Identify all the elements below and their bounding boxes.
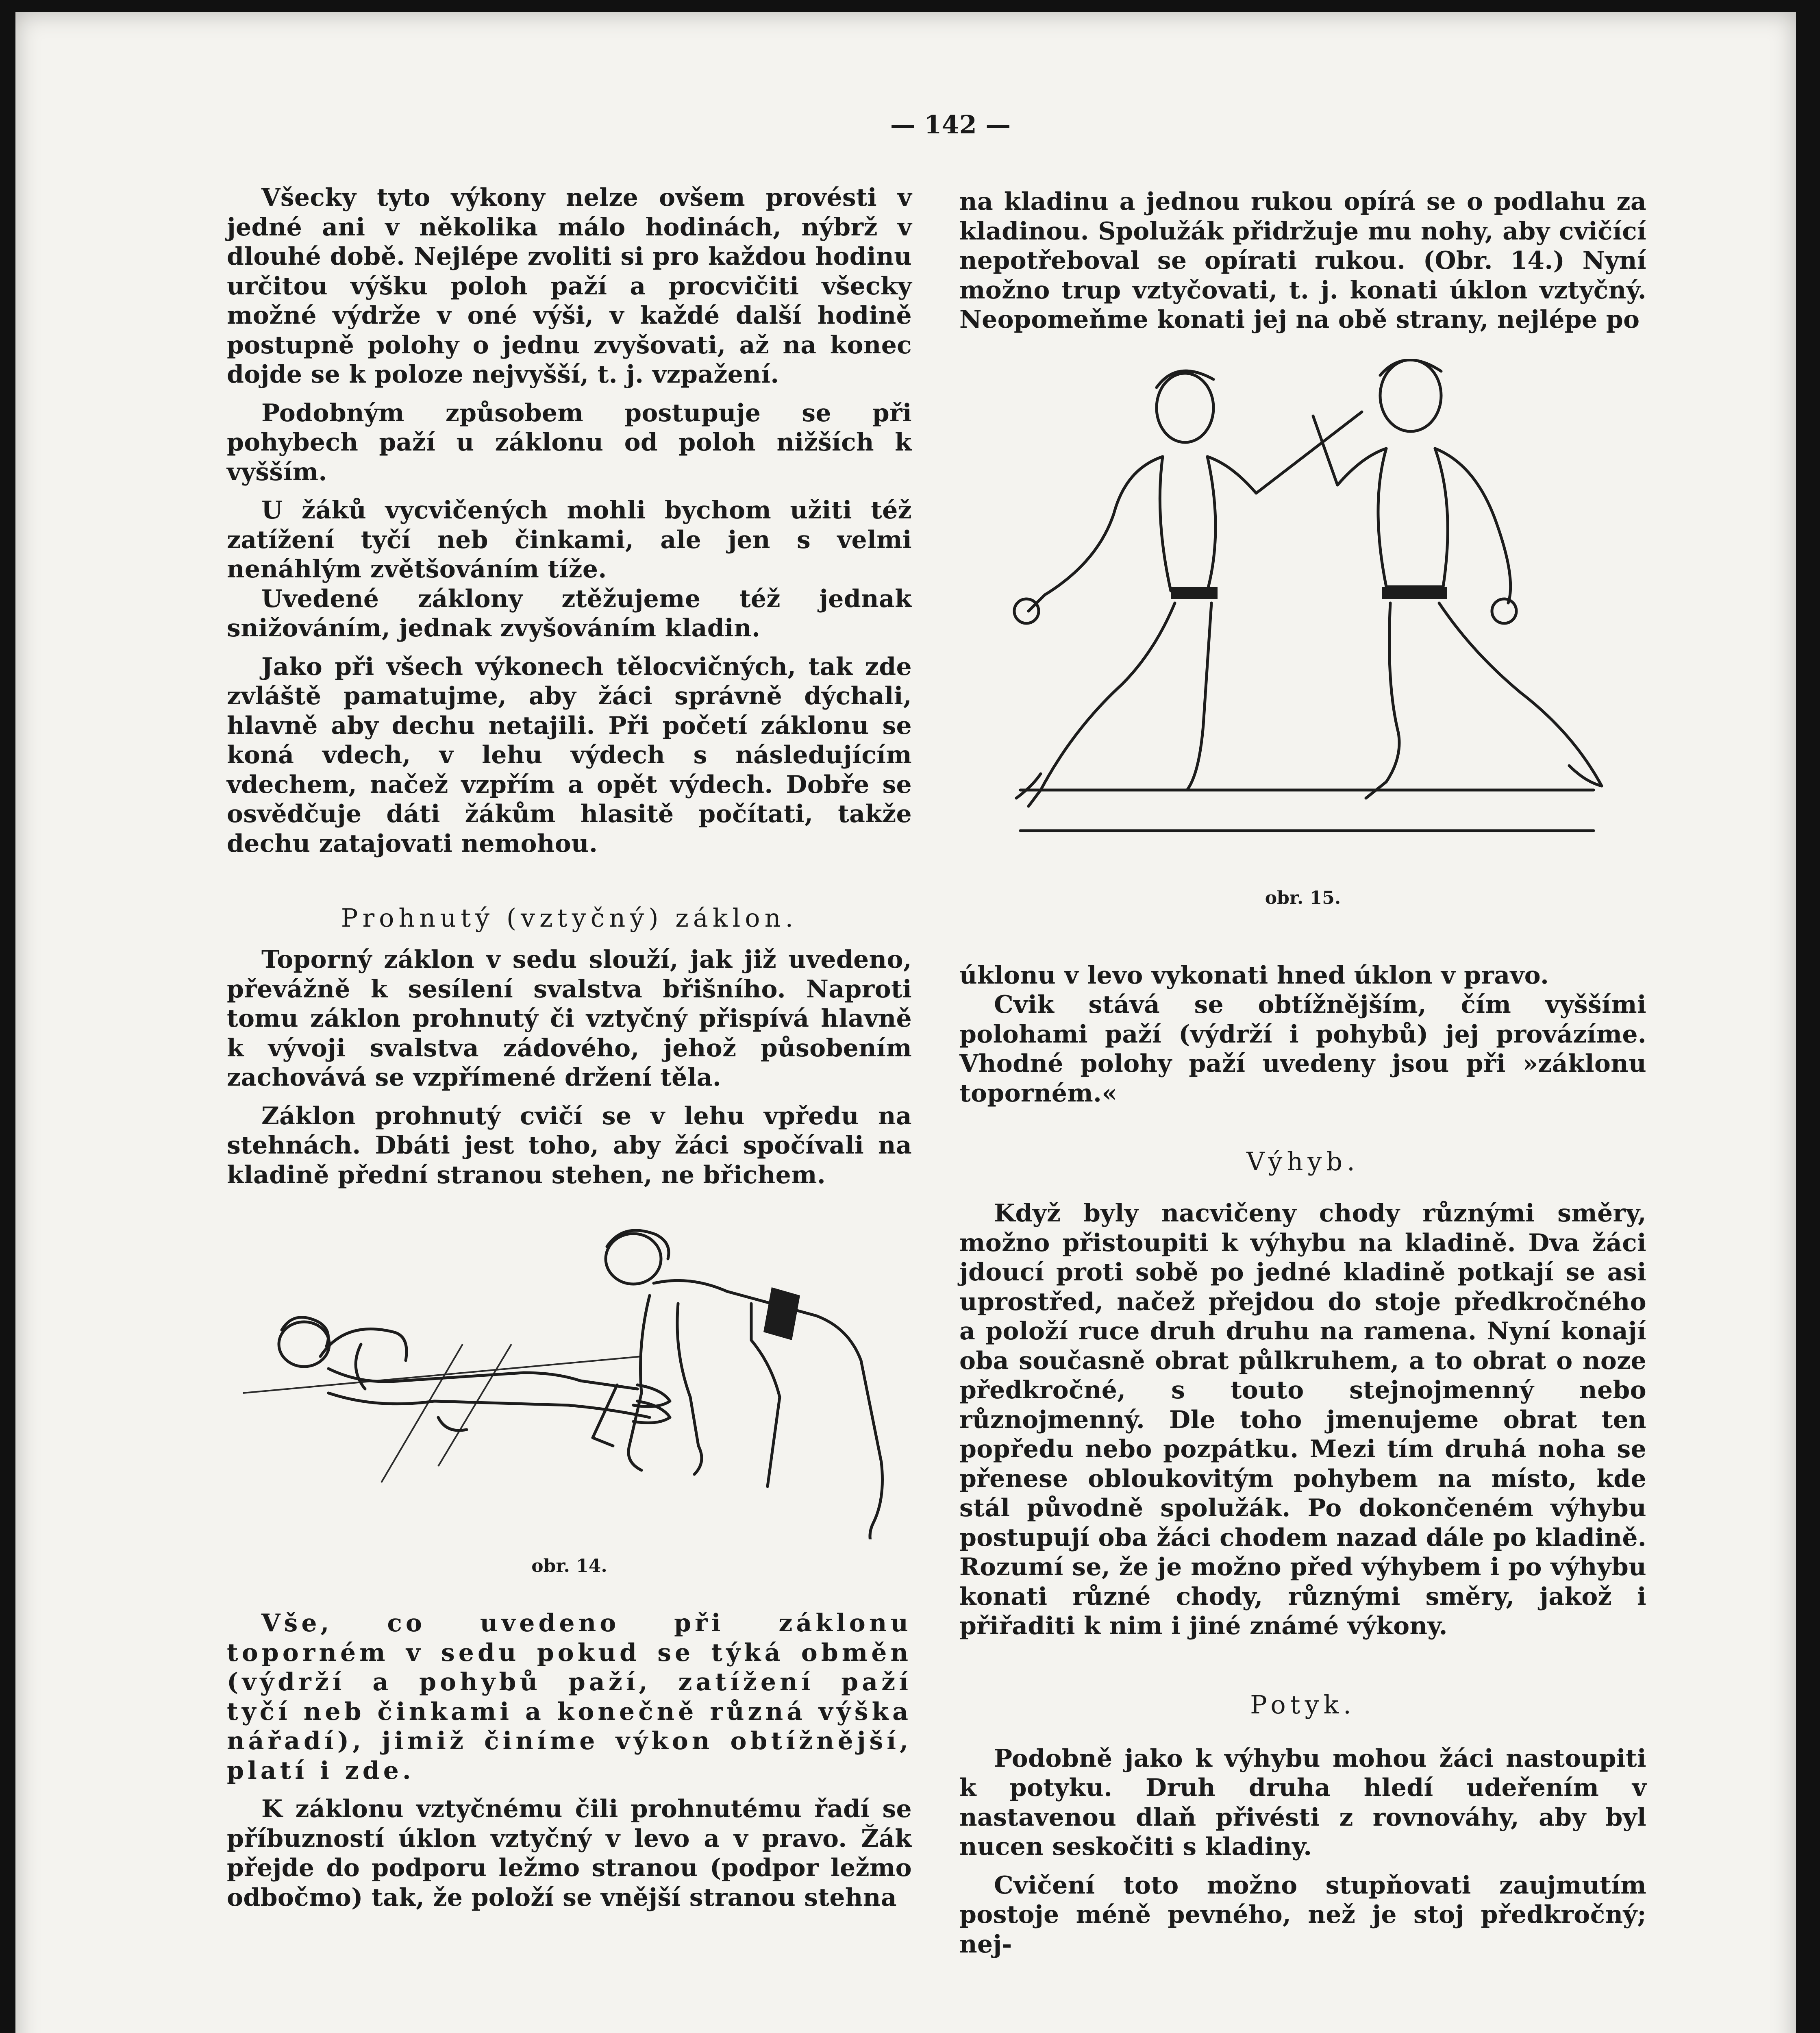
- figure-caption: obr. 14.: [531, 1556, 607, 1576]
- paragraph: Uvedené záklony ztěžujeme též jednak snižováním, jednak zvyšováním kladin.: [227, 584, 912, 642]
- page-number: — 142 —: [890, 110, 1011, 139]
- paragraph: Když byly nacvičeny chody různými směry, možno přistoupiti k výhybu na kladině. Dva žáci jdoucí proti sobě po jedné kladině potkají se asi uprostřed, načež přejdou do stoje předkročného a položí ruce druh druhu na ramena. Nyní konají oba současně obrat půlkruhem, a to obrat o noze předkročné, s touto stejnojmenný nebo různojmenný. Dle toho jmenujeme obrat ten popředu nebo pozpátku. Mezi tím druhá noha se přenese obloukovitým pohybem na místo, kde stál původně spolužák. Po dokončeném výhybu postupují oba žáci chodem nazad dále po kladině. Rozumí se, že je možno před výhybem i po výhybu konati různé chody, různými směry, jakož i přiřaditi k nim i jiné známé výkony.: [959, 1199, 1646, 1640]
- figure-14: [227, 1222, 912, 1580]
- illustration-two-gymnasts-on-beam: [959, 359, 1646, 871]
- paragraph: K záklonu vztyčnému čili prohnutému řadí se příbuzností úklon vztyčný v levo a v pravo. Žák přejde do podporu ležmo stranou (podpor ležmo odbočmo) tak, že položí se vnější stranou stehna: [227, 1795, 912, 1912]
- paragraph: Záklon prohnutý cvičí se v lehu vpředu na stehnách. Dbáti jest toho, aby žáci spočívali na kladině přední stranou stehen, ne břichem.: [227, 1101, 912, 1189]
- paragraph: U žáků vycvičených mohli bychom užiti též zatížení tyčí neb činkami, ale jen s velmi nenáhlým zvětšováním tíže.: [227, 496, 912, 583]
- paragraph: na kladinu a jednou rukou opírá se o podlahu za kladinou. Spolužák přidržuje mu nohy, aby cvičící nepotřeboval se opírati rukou. (Obr. 14.) Nyní možno trup vztyčovati, t. j. konati úklon vztyčný. Neopomeňme konati jej na obě strany, nejlépe po: [959, 187, 1646, 334]
- paragraph: Cvik stává se obtížnějším, čím vyššími polohami paží (výdrží i pohybů) jej provázíme. Vhodné polohy paží uvedeny jsou při »záklonu toporném.«: [959, 990, 1646, 1108]
- figure-caption: obr. 15.: [1265, 887, 1341, 908]
- paragraph: Toporný záklon v sedu slouží, jak již uvedeno, převážně k sesílení svalstva břišního. Naproti tomu záklon prohnutý či vztyčný přispívá hlavně k vývoji svalstva zádového, jehož působením zachovává se vzpřímené držení těla.: [227, 945, 912, 1092]
- paragraph: úklonu v levo vykonati hned úklon v pravo.: [959, 961, 1549, 990]
- paragraph: Vše, co uvedeno při záklonu toporném v sedu pokud se týká obměn (výdrží a pohybů paží, zatížení paží tyčí neb činkami a konečně různá výška nářadí), jimiž činíme výkon obtížnější, platí i zde.: [227, 1609, 912, 1785]
- illustration-reverse-back-bend: [227, 1222, 912, 1539]
- right-column: [959, 187, 1646, 1959]
- paragraph: Všecky tyto výkony nelze ovšem provésti v jedné ani v několika málo hodinách, nýbrž v dlouhé době. Nejlépe zvoliti si pro každou hodinu určitou výšku poloh paží a procvičiti všecky možné výdrže v oné výši, v každé další hodině postupně polohy o jednu zvyšovati, až na konec dojde se k poloze nejvyšší, t. j. vzpažení.: [227, 183, 912, 389]
- left-column: [227, 183, 912, 1912]
- figure-15: [959, 359, 1646, 920]
- paragraph: Jako při všech výkonech tělocvičných, tak zde zvláště pamatujme, aby žáci správně dýchali, hlavně aby dechu netajili. Při početí záklonu se koná vdech, v lehu výdech s následujícím vdechem, načež vzpřím a opět výdech. Dobře se osvědčuje dáti žákům hlasitě počítati, takže dechu zatajovati nemohou.: [227, 652, 912, 858]
- paragraph: Podobně jako k výhybu mohou žáci nastoupiti k potyku. Druh druha hledí udeřením v nastavenou dlaň přivésti z rovnováhy, aby byl nucen seskočiti s kladiny.: [959, 1744, 1646, 1861]
- section-heading: Prohnutý (vztyčný) záklon.: [341, 903, 798, 933]
- section-heading: Výhyb.: [1246, 1147, 1359, 1176]
- paragraph: Cvičení toto možno stupňovati zaujmutím postoje méně pevného, než je stoj předkročný; nej-: [959, 1871, 1646, 1959]
- book-page: [15, 12, 1796, 2033]
- paragraph: Podobným způsobem postupuje se při pohybech paží u záklonu od poloh nižších k vyšším.: [227, 398, 912, 486]
- section-heading: Potyk.: [1250, 1689, 1356, 1720]
